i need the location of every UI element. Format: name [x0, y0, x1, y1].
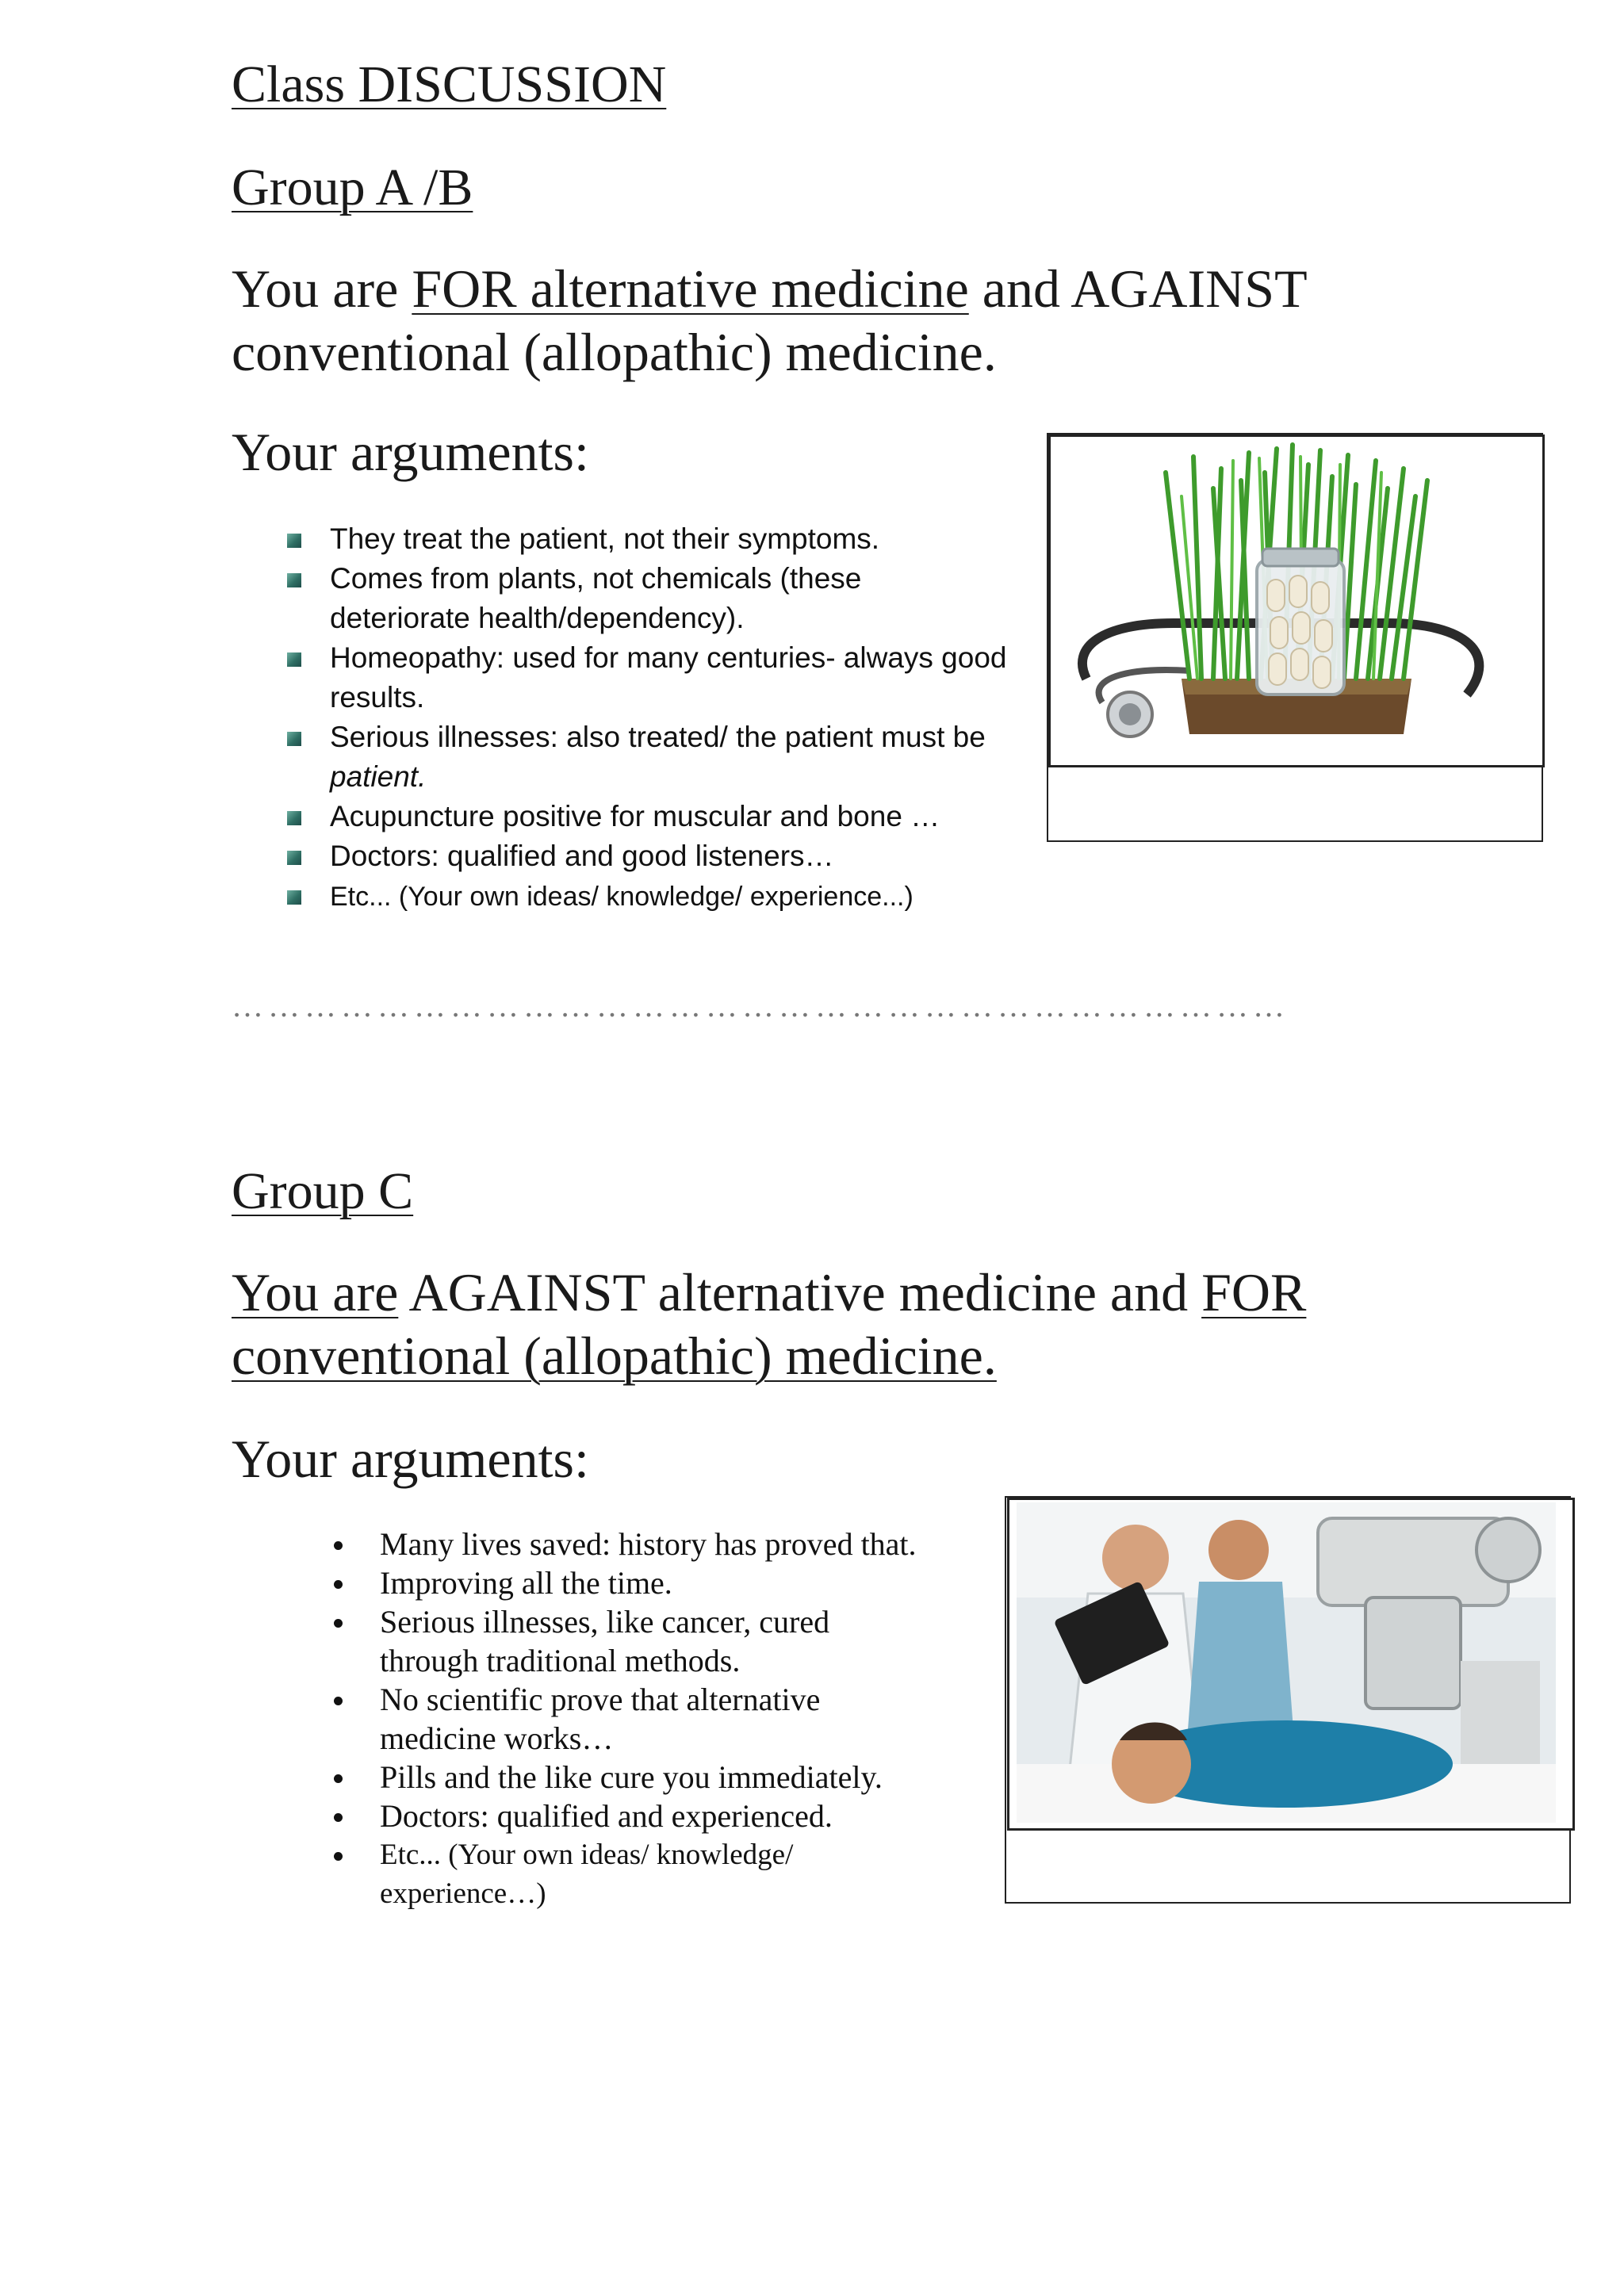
bullet-square-icon	[287, 573, 301, 587]
bullet-dot-icon	[334, 1697, 343, 1705]
list-item	[329, 1525, 1011, 1563]
bullet-dot-icon	[334, 1619, 343, 1628]
bullet-text: Pills and the like cure you immediately.	[380, 1759, 883, 1795]
list-item	[329, 1797, 1011, 1835]
bullet-text: Comes from plants, not chemicals (these	[330, 562, 862, 595]
wheatgrass-image-icon	[1055, 441, 1534, 756]
bullet-dot-icon	[334, 1541, 343, 1550]
list-item	[329, 1680, 1011, 1758]
stance-for: FOR	[1201, 1262, 1307, 1322]
bullet-text: They treat the patient, not their symptoms.	[330, 522, 880, 555]
bullet-text-cont: results.	[330, 681, 425, 714]
bullet-text-italic: patient.	[330, 760, 427, 793]
bullet-text: Doctors: qualified and experienced.	[380, 1798, 833, 1834]
group-c-stance-line2: conventional (allopathic) medicine.	[232, 1326, 997, 1386]
bullet-square-icon	[287, 811, 301, 825]
bullet-square-icon	[287, 534, 301, 548]
bullet-text-cont: medicine works…	[380, 1720, 614, 1756]
bullet-text: Serious illnesses: also treated/ the patient must be	[330, 721, 986, 753]
bullet-dot-icon	[334, 1774, 343, 1783]
bullet-text-cont: experience…)	[380, 1877, 546, 1910]
stance-prefix: You are	[232, 258, 412, 319]
group-c-label: Group C	[232, 1162, 414, 1220]
group-ab-label: Group A /B	[232, 159, 473, 216]
bullet-text-cont: deteriorate health/dependency).	[330, 602, 745, 634]
list-item	[329, 1835, 1011, 1913]
list-item	[287, 559, 1040, 638]
bullet-text: Etc... (Your own ideas/ knowledge/	[380, 1839, 794, 1871]
bullet-dot-icon	[334, 1852, 343, 1861]
bullet-text: Improving all the time.	[380, 1565, 672, 1601]
list-item	[287, 797, 1040, 836]
list-item	[329, 1563, 1011, 1602]
list-item	[329, 1758, 1011, 1797]
bullet-text: Many lives saved: history has proved that.	[380, 1526, 917, 1562]
dotted-separator: ……………………………………………………………………………	[232, 988, 1289, 1019]
bullet-text: No scientific prove that alternative	[380, 1682, 821, 1717]
bullet-text: Etc... (Your own ideas/ knowledge/ experience...)	[330, 882, 914, 912]
list-item	[329, 1602, 1011, 1680]
doctors-xray-patient-image	[1017, 1502, 1556, 1823]
doctors-xray-image-icon	[1017, 1502, 1556, 1823]
stance-suffix: and AGAINST	[968, 258, 1308, 319]
page-title: Class DISCUSSION	[232, 55, 667, 113]
group-ab-stance-line2: conventional (allopathic) medicine.	[232, 322, 997, 382]
group-c-arguments-heading: Your arguments:	[232, 1429, 589, 1489]
bullet-text: Doctors: qualified and good listeners…	[330, 840, 834, 872]
list-item	[287, 876, 1040, 916]
list-item	[287, 836, 1040, 876]
stance-against-alt: AGAINST alternative medicine and	[398, 1262, 1202, 1322]
stance-for-alt: FOR alternative medicine	[412, 258, 969, 319]
bullet-text-cont: through traditional methods.	[380, 1643, 741, 1678]
group-ab-arguments-list	[287, 519, 1040, 916]
bullet-text: Acupuncture positive for muscular and bone …	[330, 800, 940, 832]
group-ab-stance-line1	[232, 257, 1308, 320]
stance-you-are: You are	[232, 1262, 399, 1322]
bullet-square-icon	[287, 652, 301, 667]
group-c-arguments-list	[329, 1525, 1011, 1913]
bullet-text: Homeopathy: used for many centuries- always good	[330, 641, 1007, 674]
bullet-dot-icon	[334, 1580, 343, 1589]
list-item	[287, 638, 1040, 718]
bullet-dot-icon	[334, 1813, 343, 1822]
list-item	[287, 519, 1040, 559]
group-c-stance-line1	[232, 1261, 1306, 1324]
group-ab-arguments-heading: Your arguments:	[232, 422, 589, 482]
bullet-square-icon	[287, 890, 301, 905]
bullet-text: Serious illnesses, like cancer, cured	[380, 1604, 830, 1640]
wheatgrass-pill-jar-stethoscope-image	[1055, 441, 1534, 756]
bullet-square-icon	[287, 851, 301, 865]
list-item	[287, 718, 1040, 797]
bullet-square-icon	[287, 732, 301, 746]
